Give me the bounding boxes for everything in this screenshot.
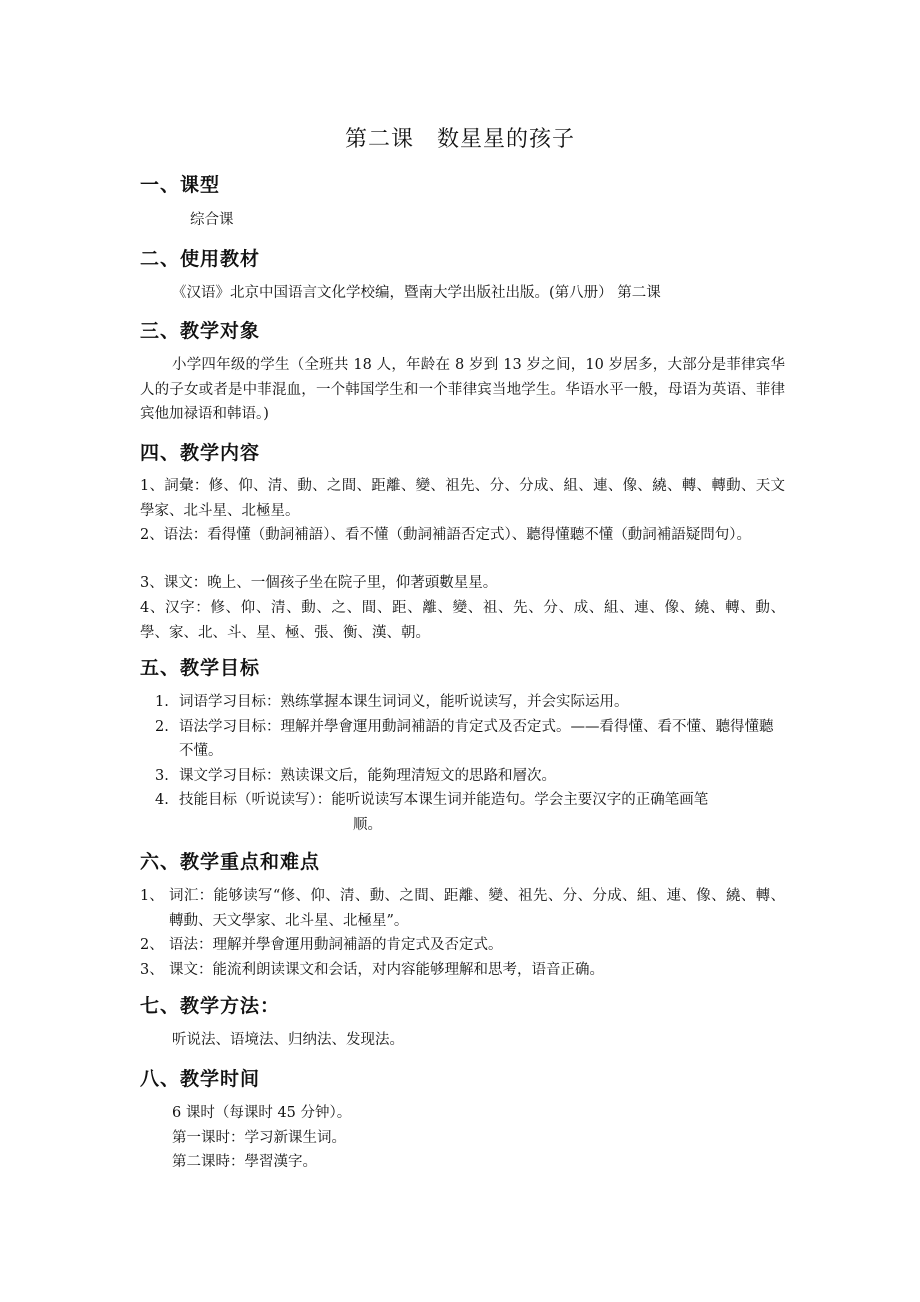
list-text: 语法：理解并學會運用動詞補語的肯定式及否定式。 bbox=[169, 937, 503, 953]
section-heading-goals: 五、教学目标 bbox=[140, 657, 261, 679]
key-points-list bbox=[140, 884, 785, 982]
list-item bbox=[155, 715, 785, 764]
textbook-text: 《汉语》北京中国语言文化学校编，暨南大学出版社出版。(第八册） 第二课 bbox=[172, 285, 661, 301]
section-heading-students: 三、教学对象 bbox=[140, 320, 261, 342]
list-text: 技能目标（听说读写）：能听说读写本课生词并能造句。学会主要汉字的正确笔画笔 bbox=[179, 792, 709, 808]
list-text: 语法学习目标：理解并學會運用動詞補語的肯定式及否定式。——看得懂、看不懂、聽得懂聽不懂。 bbox=[179, 718, 774, 759]
list-text: 词汇：能够读写“修、仰、清、動、之間、距離、變、祖先、分、分成、組、連、像、繞、轉、轉動、天文學家、北斗星、北極星”。 bbox=[169, 888, 785, 929]
methods-text: 听说法、语境法、归纳法、发现法。 bbox=[172, 1032, 404, 1048]
list-number: 4. bbox=[155, 792, 169, 808]
document-title: 第二课 数星星的孩子 bbox=[344, 127, 575, 152]
list-text-continuation: 顺。 bbox=[353, 817, 382, 833]
schedule-line: 6 课时（每课时 45 分钟）。 bbox=[172, 1105, 352, 1121]
content-item: 4、汉字：修、仰、清、動、之、間、距、離、變、祖、先、分、成、組、連、像、繞、轉、動、學、家、北、斗、星、極、張、衡、漢、朝。 bbox=[140, 600, 785, 641]
list-item bbox=[140, 933, 785, 958]
list-number: 1、 bbox=[140, 888, 164, 904]
schedule-line: 第一课时：学习新课生词。 bbox=[172, 1130, 346, 1146]
goals-list bbox=[155, 690, 785, 813]
list-number: 2、 bbox=[140, 937, 164, 953]
list-text: 课文学习目标：熟读课文后，能夠理清短文的思路和層次。 bbox=[179, 767, 556, 784]
list-number: 3. bbox=[155, 767, 169, 784]
list-number: 2. bbox=[155, 718, 169, 735]
section-heading-lesson-type: 一、课型 bbox=[140, 174, 221, 196]
list-item bbox=[140, 958, 785, 983]
section-heading-methods: 七、教学方法： bbox=[140, 995, 281, 1017]
list-text: 词语学习目标：熟练掌握本课生词词义，能听说读写，并会实际运用。 bbox=[179, 694, 629, 710]
list-item bbox=[155, 764, 785, 789]
list-item bbox=[140, 884, 785, 933]
list-number: 3、 bbox=[140, 961, 164, 978]
lesson-type-text: 综合课 bbox=[190, 212, 234, 228]
section-heading-content: 四、教学内容 bbox=[140, 442, 261, 464]
content-item: 3、课文：晚上、一個孩子坐在院子里，仰著頭數星星。 bbox=[140, 575, 498, 591]
list-item bbox=[155, 788, 785, 813]
section-heading-schedule: 八、教学时间 bbox=[140, 1068, 261, 1090]
list-number: 1. bbox=[155, 694, 169, 710]
section-heading-textbook: 二、使用教材 bbox=[140, 248, 261, 270]
list-text: 课文：能流利朗读课文和会话，对内容能够理解和思考，语音正确。 bbox=[169, 961, 604, 978]
list-item bbox=[155, 690, 785, 715]
students-paragraph: 小学四年级的学生（全班共 18 人，年龄在 8 岁到 13 岁之间，10 岁居多，大部分是菲律宾华人的子女或者是中菲混血，一个韩国学生和一个菲律宾当地学生。华语水平一般，母语为英语、菲律宾他加禄语和韩语。) bbox=[140, 357, 785, 422]
schedule-line: 第二课時：學習漢字。 bbox=[172, 1154, 317, 1170]
content-item: 2、语法：看得懂（動詞補語）、看不懂（動詞補語否定式）、聽得懂聽不懂（動詞補語疑問句）。 bbox=[140, 527, 751, 543]
content-item: 1、詞彙：修、仰、清、動、之間、距離、變、祖先、分、分成、組、連、像、繞、轉、轉動、天文學家、北斗星、北極星。 bbox=[140, 478, 785, 519]
section-heading-key-points: 六、教学重点和难点 bbox=[140, 851, 321, 873]
